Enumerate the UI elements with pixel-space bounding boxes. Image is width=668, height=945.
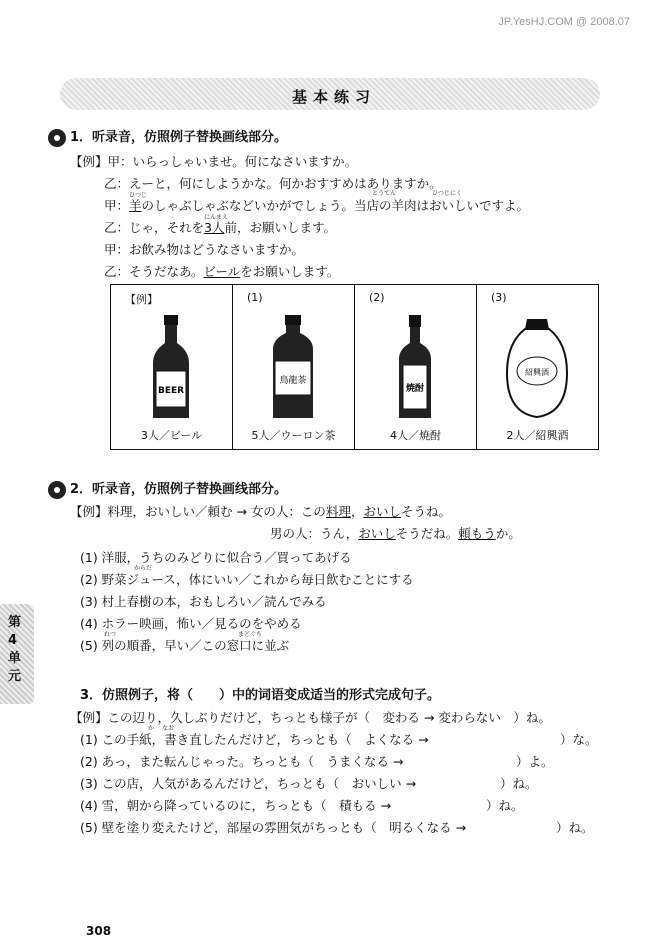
page-number: 308 <box>86 924 112 938</box>
sec3-item-1-pre: (1) この手紙，書き直したんだけど，ちっとも（ よくなる → <box>80 732 429 747</box>
sec1-line-0: 【例】甲：いらっしゃいませ。何になさいますか。 <box>70 154 358 169</box>
sec2-item-2: (2) 野菜ジュース，体にいい／これから毎日飲むことにする <box>80 572 414 587</box>
section2-title: 2．听录音，仿照例子替换画线部分。 <box>48 478 287 499</box>
picture-cell-example: 【例】 BEER 3人／ビール <box>111 285 233 450</box>
ruby-nao: なお <box>162 725 175 732</box>
banner-title: 基本练习 <box>291 88 376 106</box>
svg-text:焼酎: 焼酎 <box>405 384 425 394</box>
sec3-item-3-pre: (3) この店，人気があるんだけど，ちっとも（ おいしい → <box>80 776 417 791</box>
sec3-item-2-pre: (2) あっ，また転んじゃった。ちっとも（ うまくなる → <box>80 754 404 769</box>
ruby-hitsujiniku: ひつじにく <box>432 190 463 197</box>
ruby-ka: か <box>148 725 155 732</box>
section3-title: 3．仿照例子，将（ ）中的词语变成适当的形式完成句子。 <box>80 688 441 703</box>
sec3-item-4-post: ）ね。 <box>486 798 524 813</box>
sec3-item-1-post: ）な。 <box>560 732 598 747</box>
cd-icon <box>48 481 66 499</box>
sec1-line-2: 甲： ひつじ 羊のしゃぶしゃぶなどいかがでしょう。当店の羊肉はおいしいですよ。 <box>104 192 530 213</box>
svg-text:BEER: BEER <box>157 386 185 396</box>
picture-cell-1: (1) 鳥龍茶 5人／ウーロン茶 <box>233 285 355 450</box>
sec2-item-1: (1) 洋服，うちのみどりに似合う／買ってあげる <box>80 550 352 565</box>
beer-bottle-icon <box>131 313 211 423</box>
svg-text:鳥龍茶: 鳥龍茶 <box>279 376 307 386</box>
ruby-karada: からだ <box>134 565 153 572</box>
shaoxing-jar-icon <box>497 313 577 423</box>
sec2-example-1: 【例】料理，おいしい／頼む → 女の人：この料理，おいしそうね。 <box>70 504 451 519</box>
sec2-item-3: (3) 村上春樹の本，おもしろい／読んでみる <box>80 594 327 609</box>
ruby-touten: とうてん <box>372 190 397 197</box>
shochu-bottle-icon <box>375 313 455 423</box>
picture-table <box>110 284 599 450</box>
watermark: JP.YesHJ.COM @ 2008.07 <box>498 16 630 28</box>
picture-cell-2: (2) 焼酎 4人／焼酎 <box>355 285 477 450</box>
oolong-tea-bottle-icon <box>253 313 333 423</box>
ruby-madoguchi: まどぐち <box>238 631 263 638</box>
ruby-retsu: れつ <box>104 631 116 638</box>
sec2-example-2: 男の人：うん，おいしそうだね。頼もうか。 <box>270 526 521 541</box>
sec3-item-4-pre: (4) 雪，朝から降っているのに，ちっとも（ 積もる → <box>80 798 392 813</box>
sec3-item-3-post: ）ね。 <box>500 776 538 791</box>
sec1-line-5: 乙：そうだなあ。ビールをお願いします。 <box>104 264 340 279</box>
unit-side-tab-label: 第4单元 <box>8 615 22 684</box>
sec3-item-2-post: ）よ。 <box>516 754 554 769</box>
sec1-line-1: 乙：えーと，何にしようかな。何かおすすめはありますか。 <box>104 176 442 191</box>
sec1-line-4: 甲：お飲み物はどうなさいますか。 <box>104 242 305 257</box>
cd-icon <box>48 129 66 147</box>
sec3-item-5-post: ）ね。 <box>556 820 594 835</box>
sec1-line-3: 乙：じゃ，それを にんまえ 3人前，お願いします。 <box>104 214 336 235</box>
picture-cell-3: (3) 紹興酒 2人／紹興酒 <box>477 285 599 450</box>
sec2-item-4: (4) ホラー映画，怖い／見るのをやめる <box>80 616 302 631</box>
sec3-example: 【例】この辺り，久しぶりだけど，ちっとも様子が（ 変わる → 変わらない ）ね。 <box>70 710 551 725</box>
sec3-item-5-pre: (5) 壁を塗り変えたけど，部屋の雰囲気がちっとも（ 明るくなる → <box>80 820 467 835</box>
svg-text:紹興酒: 紹興酒 <box>525 368 549 377</box>
section1-title: 1．听录音，仿照例子替换画线部分。 <box>48 126 287 147</box>
sec2-item-5: (5) 列の順番，早い／この窓口に並ぶ <box>80 638 290 653</box>
